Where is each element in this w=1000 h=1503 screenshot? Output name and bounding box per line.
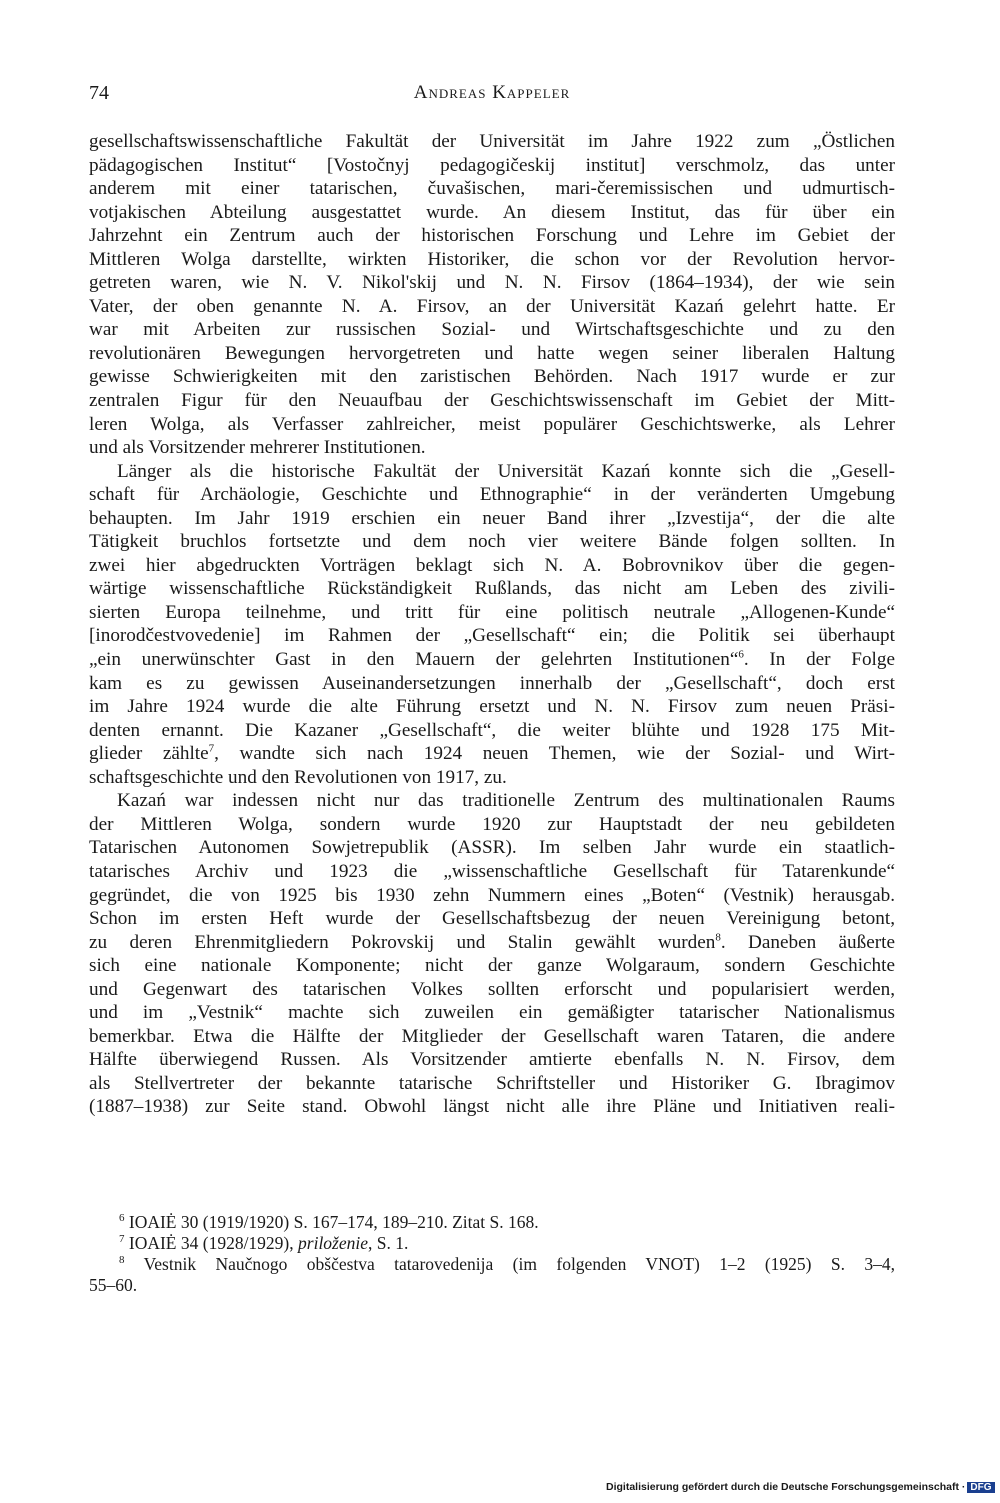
text-line: zwei hier abgedruckten Vorträgen beklagt sich N. A. Bobrovnikov über die gegen- <box>89 554 895 576</box>
footnote-7 <box>89 1233 895 1254</box>
text-line: schaftsgeschichte und den Revolutionen von 1917, zu. <box>89 766 507 788</box>
text-line: getreten waren, wie N. V. Nikol'skij und N. N. Firsov (1864–1934), der wie sein <box>89 272 895 294</box>
footnote-8 <box>89 1254 895 1275</box>
text-line: und Gegenwart des tatarischen Volkes sollten erforscht und popularisiert werden, <box>89 978 895 1000</box>
text-line: Tätigkeit bruchlos fortsetzte und dem noch vier weitere Bände folgen sollten. In <box>89 531 895 553</box>
text-line: sierten Europa teilnehme, und tritt für eine politisch neutrale „Allogenen-Kunde“ <box>89 601 895 623</box>
text-line: denten ernannt. Die Kazaner „Gesellschaft“, die weiter blühte und 1928 175 Mit- <box>89 719 895 741</box>
footnote-italic: priloženie <box>298 1233 369 1253</box>
footnote-text: Vestnik Naučnogo obščestva tatarovedenija (im folgenden VNOT) 1–2 (1925) S. 3–4, <box>143 1254 895 1274</box>
text-line: Vater, der oben genannte N. A. Firsov, an der Universität Kazań gelehrt hatte. Er <box>89 295 895 317</box>
text-line: Jahrzehnt ein Zentrum auch der historischen Forschung und Lehre im Gebiet der <box>89 225 895 247</box>
dfg-footer <box>606 1481 995 1493</box>
footnote-text: , S. 1. <box>368 1233 409 1253</box>
text-line: sich eine nationale Komponente; nicht der ganze Wolgaraum, sondern Geschichte <box>89 955 895 977</box>
text-line: leren Wolga, als Verfasser zahlreicher, meist populärer Geschichtswerke, als Lehrer <box>89 413 895 435</box>
page-number: 74 <box>89 82 109 104</box>
footnote-text: IOAIĖ 30 (1919/1920) S. 167–174, 189–210. Zitat S. 168. <box>128 1212 539 1232</box>
footnote-ref[interactable]: 8 <box>715 931 721 944</box>
footnote-mark: 6 <box>119 1212 125 1225</box>
text-line: Schon im ersten Heft wurde der Gesellschaftsbezug der neuen Vereinigung betont, <box>89 908 895 930</box>
text-line: kam es zu gewissen Auseinandersetzungen innerhalb der „Gesellschaft“, doch erst <box>89 672 895 694</box>
footnotes <box>89 1212 895 1296</box>
footnote-mark: 8 <box>119 1254 125 1267</box>
running-head: Andreas Kappeler <box>413 82 571 103</box>
footnote-ref[interactable]: 6 <box>738 648 744 661</box>
text-line: als Stellvertreter der bekannte tatarische Schriftsteller und Historiker G. Ibragimov <box>89 1072 895 1094</box>
text-line: Tatarischen Autonomen Sowjetrepublik (ASSR). Im selben Jahr wurde ein staatlich- <box>89 837 895 859</box>
text-line: revolutionären Bewegungen hervorgetreten und hatte wegen seiner liberalen Haltung <box>89 342 895 364</box>
text-line-italic-term: [inorodčestvovedenie] im Rahmen der „Gesellschaft“ ein; die Politik sei überhaupt <box>89 625 895 647</box>
text-line: Kazań war indessen nicht nur das traditionelle Zentrum des multinationalen Raums <box>117 790 895 812</box>
text-line-with-footnote: glieder zählte$^7$, wandte sich nach 1924 neuen Themen, wie der Sozial- und Wirt- <box>89 742 896 765</box>
text-line: tatarisches Archiv und 1923 die „wissenschaftliche Gesellschaft für Tatarenkunde“ <box>89 860 895 882</box>
text-line: Hälfte überwiegend Russen. Als Vorsitzender amtierte ebenfalls N. N. Firsov, dem <box>89 1049 895 1071</box>
text-line: Länger als die historische Fakultät der Universität Kazań konnte sich die „Gesell- <box>117 460 895 482</box>
text-line: behaupten. Im Jahr 1919 erschien ein neuer Band ihrer „Izvestija“, der die alte <box>89 507 895 529</box>
text-line: gesellschaftswissenschaftliche Fakultät der Universität im Jahre 1922 zum „Östlichen <box>89 131 895 152</box>
text-line: (1887–1938) zur Seite stand. Obwohl längst nicht alle ihre Pläne und Initiativen reali- <box>89 1096 895 1118</box>
dfg-funding-text: Digitalisierung gefördert durch die Deutsche Forschungsgemeinschaft · <box>606 1481 966 1493</box>
footnote-mark: 7 <box>119 1233 125 1246</box>
footnote-8-continuation: 55–60. <box>89 1275 138 1295</box>
text-line: anderem mit einer tatarischen, čuvašischen, mari-čeremissischen und udmurtisch- <box>89 178 895 200</box>
page-header <box>89 82 895 112</box>
text-line-with-footnote: zu deren Ehrenmitgliedern Pokrovskij und Stalin gewählt wurden$^8$. Daneben äußerte <box>89 931 895 953</box>
text-line: Mittleren Wolga darstellte, wirkten Historiker, die schon vor der Revolution hervor- <box>89 248 895 270</box>
text-line: votjakischen Abteilung ausgestattet wurde. An diesem Institut, das für über ein <box>89 201 895 223</box>
body-text <box>89 130 895 1119</box>
text-line: und im „Vestnik“ machte sich zuweilen ein gemäßigter tatarischer Nationalismus <box>89 1002 895 1024</box>
text-line: gegründet, die von 1925 bis 1930 zehn Nummern eines „Boten“ (Vestnik) herausgab. <box>89 884 895 906</box>
footnote-6 <box>89 1212 895 1233</box>
text-line: pädagogischen Institut“ [Vostočnyj pedagogičeskij institut] verschmolz, das unter <box>89 154 895 176</box>
text-line: und als Vorsitzender mehrerer Institutionen. <box>89 437 426 459</box>
footnote-text: IOAIĖ 34 (1928/1929), <box>128 1233 299 1253</box>
text-line: schaft für Archäologie, Geschichte und Ethnographie“ in der veränderten Umgebung <box>89 484 895 506</box>
footnote-ref[interactable]: 7 <box>208 742 215 755</box>
text-line: wärtige wissenschaftliche Rückständigkeit Rußlands, das nicht am Leben des zivili- <box>89 578 895 600</box>
dfg-logo-icon: DFG <box>967 1482 994 1493</box>
text-line: im Jahre 1924 wurde die alte Führung ersetzt und N. N. Firsov zum neuen Präsi- <box>89 696 895 718</box>
text-line: war mit Arbeiten zur russischen Sozial- und Wirtschaftsgeschichte und zu den <box>89 319 895 341</box>
text-line: gewisse Schwierigkeiten mit den zaristischen Behörden. Nach 1917 wurde er zur <box>89 366 895 388</box>
text-line: zentralen Figur für den Neuaufbau der Geschichtswissenschaft im Gebiet der Mitt- <box>89 390 895 412</box>
text-line-with-footnote: „ein unerwünschter Gast in den Mauern der gelehrten Institutionen“$^6$. In der Folge <box>89 648 895 671</box>
text-line: der Mittleren Wolga, sondern wurde 1920 zur Hauptstadt der neu gebildeten <box>89 813 895 835</box>
text-line: bemerkbar. Etwa die Hälfte der Mitglieder der Gesellschaft waren Tataren, die andere <box>89 1025 895 1047</box>
